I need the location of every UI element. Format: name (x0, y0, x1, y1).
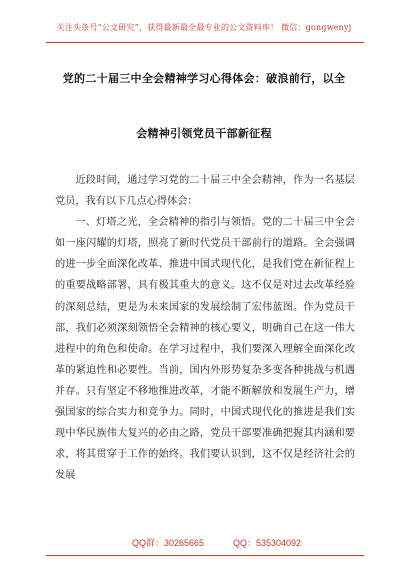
body-paragraph: 近段时间，通过学习党的二十届三中全会精神，作为一名基层党员，我有以下几点心得体会： (55, 175, 355, 208)
qq-number: QQ：535304092 (233, 538, 302, 548)
body-paragraph: 一、灯塔之光，全会精神的指引与领悟。党的二十届三中全会如一座闪耀的灯塔，照亮了新时代党员干部前行的道路。全会强调的进一步全面深化改革、推进中国式现代化，是我们党在新征程上的重要战略部署，具有极其重大的意义。这不仅是对过去改革经验的深刻总结，更是为未来国家的发展绘制了宏伟蓝图。作为党员干部，我们必须深刻领悟全会精神的核心要义，明确自己在这一伟大进程中的角色和使命。在学习过程中，我们要深入理解全面深化改革的紧迫性和必要性。当前，国内外形势复杂多变各种挑战与机遇并存。只有坚定不移地推进改革，才能不断解放和发展生产力，增强国家的综合实力和竞争力。同时，中国式现代化的推进是我们实现中华民族伟大复兴的必由之路，党员干部要准确把握其内涵和要求，将其贯穿于工作的始终。我们要认识到，这不仅是经济社会的发展 (55, 217, 355, 482)
document-title-line-1: 党的二十届三中全会精神学习心得体会：破浪前行，以全 (62, 72, 346, 85)
qq-group-number: QQ群：30265665 (132, 538, 205, 548)
header-note: 关注头条号“公文研究”，获得最新最全最专业的公文资料库！ 微信：gongwenyj (56, 23, 352, 32)
footer (0, 536, 408, 552)
document-body (55, 170, 355, 486)
footer-divider (46, 555, 364, 556)
header-divider (46, 42, 364, 43)
document-title-line-2: 会精神引领党员干部新征程 (136, 127, 272, 140)
